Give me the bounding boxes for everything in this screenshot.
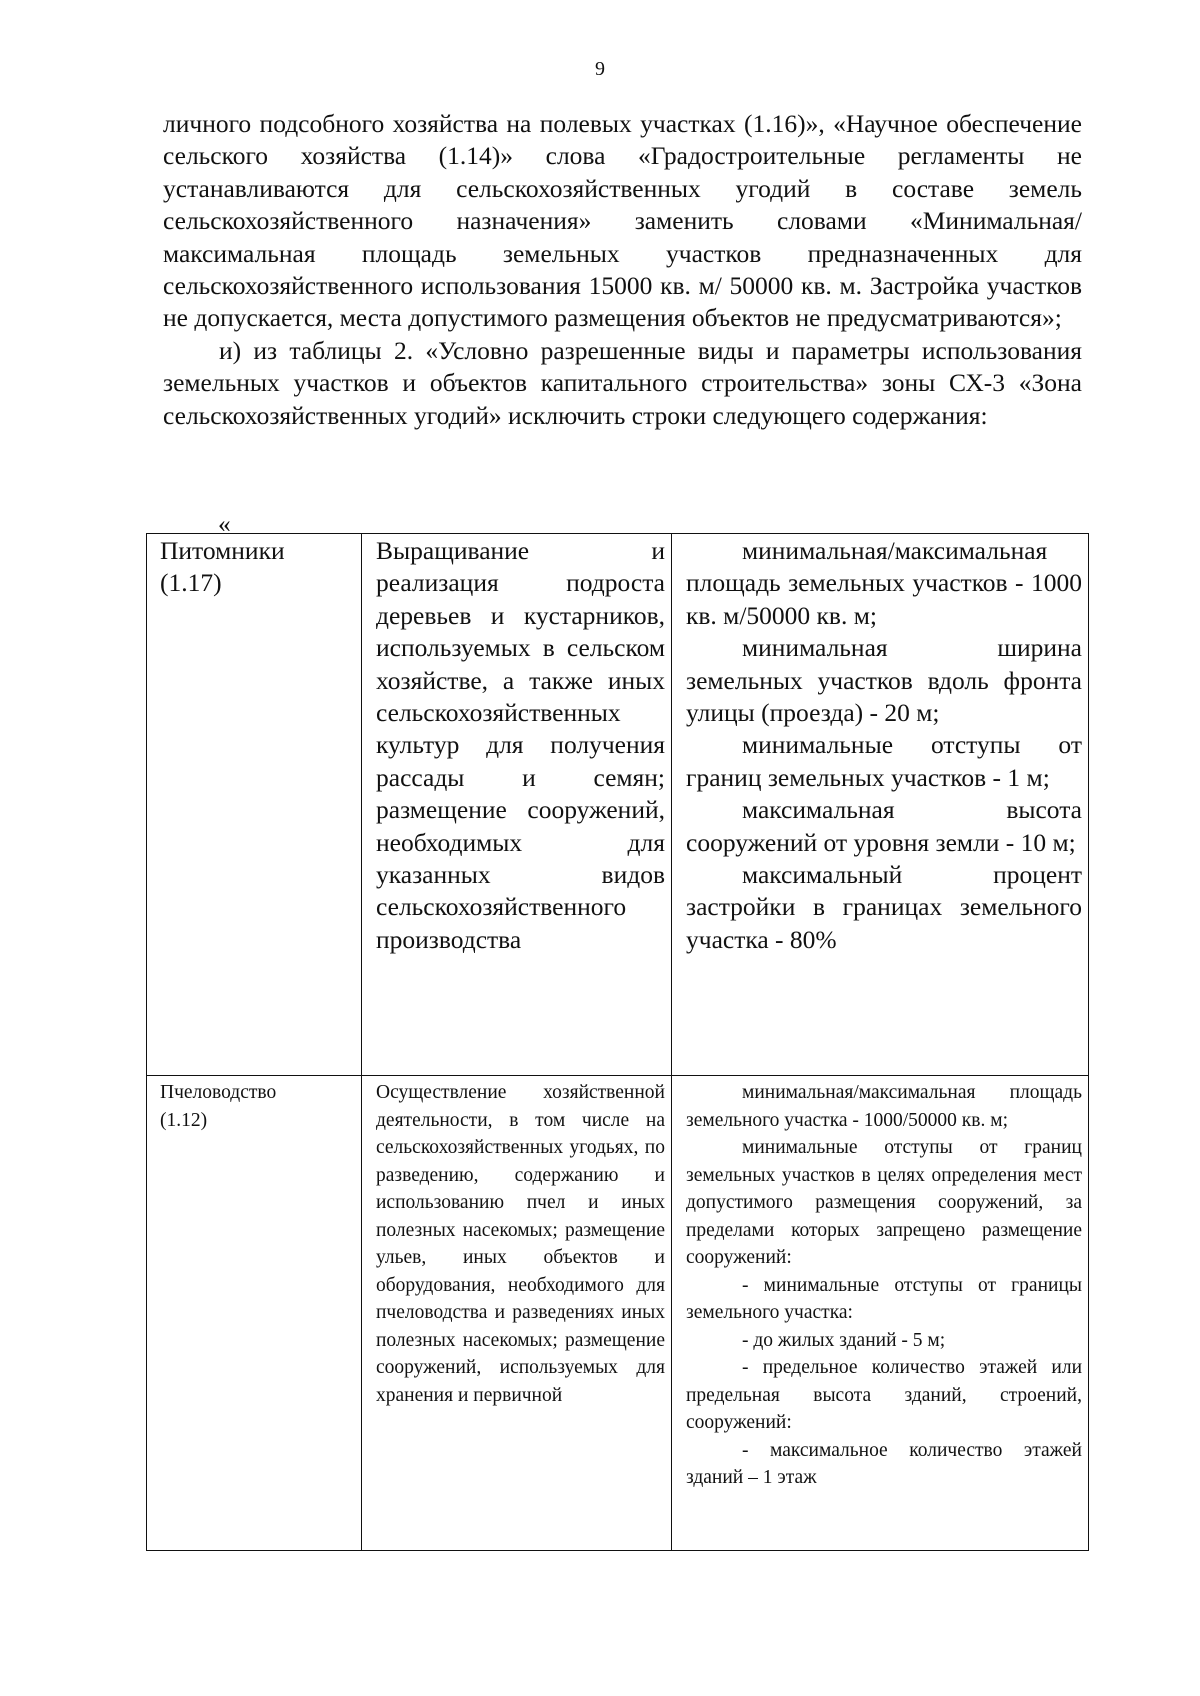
use-type-name: Питомники bbox=[160, 536, 285, 565]
excluded-rows-table bbox=[146, 533, 1089, 1551]
parameter-item: максимальный процент застройки в границах земельного участка - 80% bbox=[686, 860, 1082, 954]
paragraph-item-i: и) из таблицы 2. «Условно разрешенные виды и параметры использования земельных участков и объектов капитального строительства» зоны СХ-3 «Зона сельскохозяйственных угодий» исключить строки следующего содержания: bbox=[163, 335, 1082, 430]
use-type-code: (1.17) bbox=[160, 568, 222, 598]
parameter-item: максимальная высота сооружений от уровня земли - 10 м; bbox=[686, 795, 1082, 857]
opening-quote-mark: « bbox=[218, 509, 231, 538]
parameter-item: минимальная/максимальная площадь земельного участка - 1000/50000 кв. м; bbox=[686, 1082, 1082, 1131]
table-row bbox=[147, 534, 1089, 1076]
paragraph-amendment-continued: личного подсобного хозяйства на полевых участках (1.16)», «Научное обеспечение сельского хозяйства (1.14)» слова «Градостроительные регламенты не устанавливаются для сельскохозяйственных угодий в составе земель сельскохозяйственного назначения» заменить словами «Минимальная/максимальная площадь земельных участков предназначенных для сельскохозяйственного использования 15000 кв. м/ 50000 кв. м. Застройка участков не допускается, места допустимого размещения объектов не предусматриваются»; bbox=[163, 109, 1082, 333]
document-body bbox=[163, 108, 1082, 432]
parameter-item: минимальные отступы от границ земельных участков - 1 м; bbox=[686, 730, 1082, 792]
use-type-cell bbox=[147, 534, 362, 1076]
parameter-item: - минимальные отступы от границы земельного участка: bbox=[686, 1274, 1082, 1323]
use-description-cell: Осуществление хозяйственной деятельности, в том числе на сельскохозяйственных угодьях, по разведению, содержанию и использованию пчел и иных полезных насекомых; размещение ульев, иных объектов и оборудования, необходимого для пчеловодства и разведениях иных полезных насекомых; размещение сооружений, используемых для хранения и первичной bbox=[362, 1076, 672, 1551]
parameters-cell bbox=[672, 1076, 1089, 1551]
use-description-cell: Выращивание и реализация подроста деревьев и кустарников, используемых в сельском хозяйстве, а также иных сельскохозяйственных культур для получения рассады и семян; размещение сооружений, необходимых для указанных видов сельскохозяйственного производства bbox=[362, 534, 672, 1076]
use-type-name: Пчеловодство bbox=[160, 1082, 277, 1103]
parameter-item: минимальная ширина земельных участков вдоль фронта улицы (проезда) - 20 м; bbox=[686, 633, 1082, 728]
parameters-cell bbox=[672, 534, 1089, 1076]
use-type-code: (1.12) bbox=[160, 1109, 208, 1131]
parameter-item: - до жилых зданий - 5 м; bbox=[742, 1329, 946, 1351]
parameter-item: - предельное количество этажей или предельная высота зданий, строений, сооружений: bbox=[686, 1357, 1082, 1433]
parameter-item: - максимальное количество этажей зданий – 1 этаж bbox=[686, 1439, 1082, 1488]
page-number: 9 bbox=[595, 58, 605, 80]
use-type-cell bbox=[147, 1076, 362, 1551]
parameter-item: минимальная/максимальная площадь земельных участков - 1000 кв. м/50000 кв. м; bbox=[686, 536, 1082, 630]
table-row bbox=[147, 1076, 1089, 1551]
parameter-item: минимальные отступы от границ земельных участков в целях определения мест допустимого размещения сооружений, за пределами которых запрещено размещение сооружений: bbox=[686, 1137, 1082, 1268]
